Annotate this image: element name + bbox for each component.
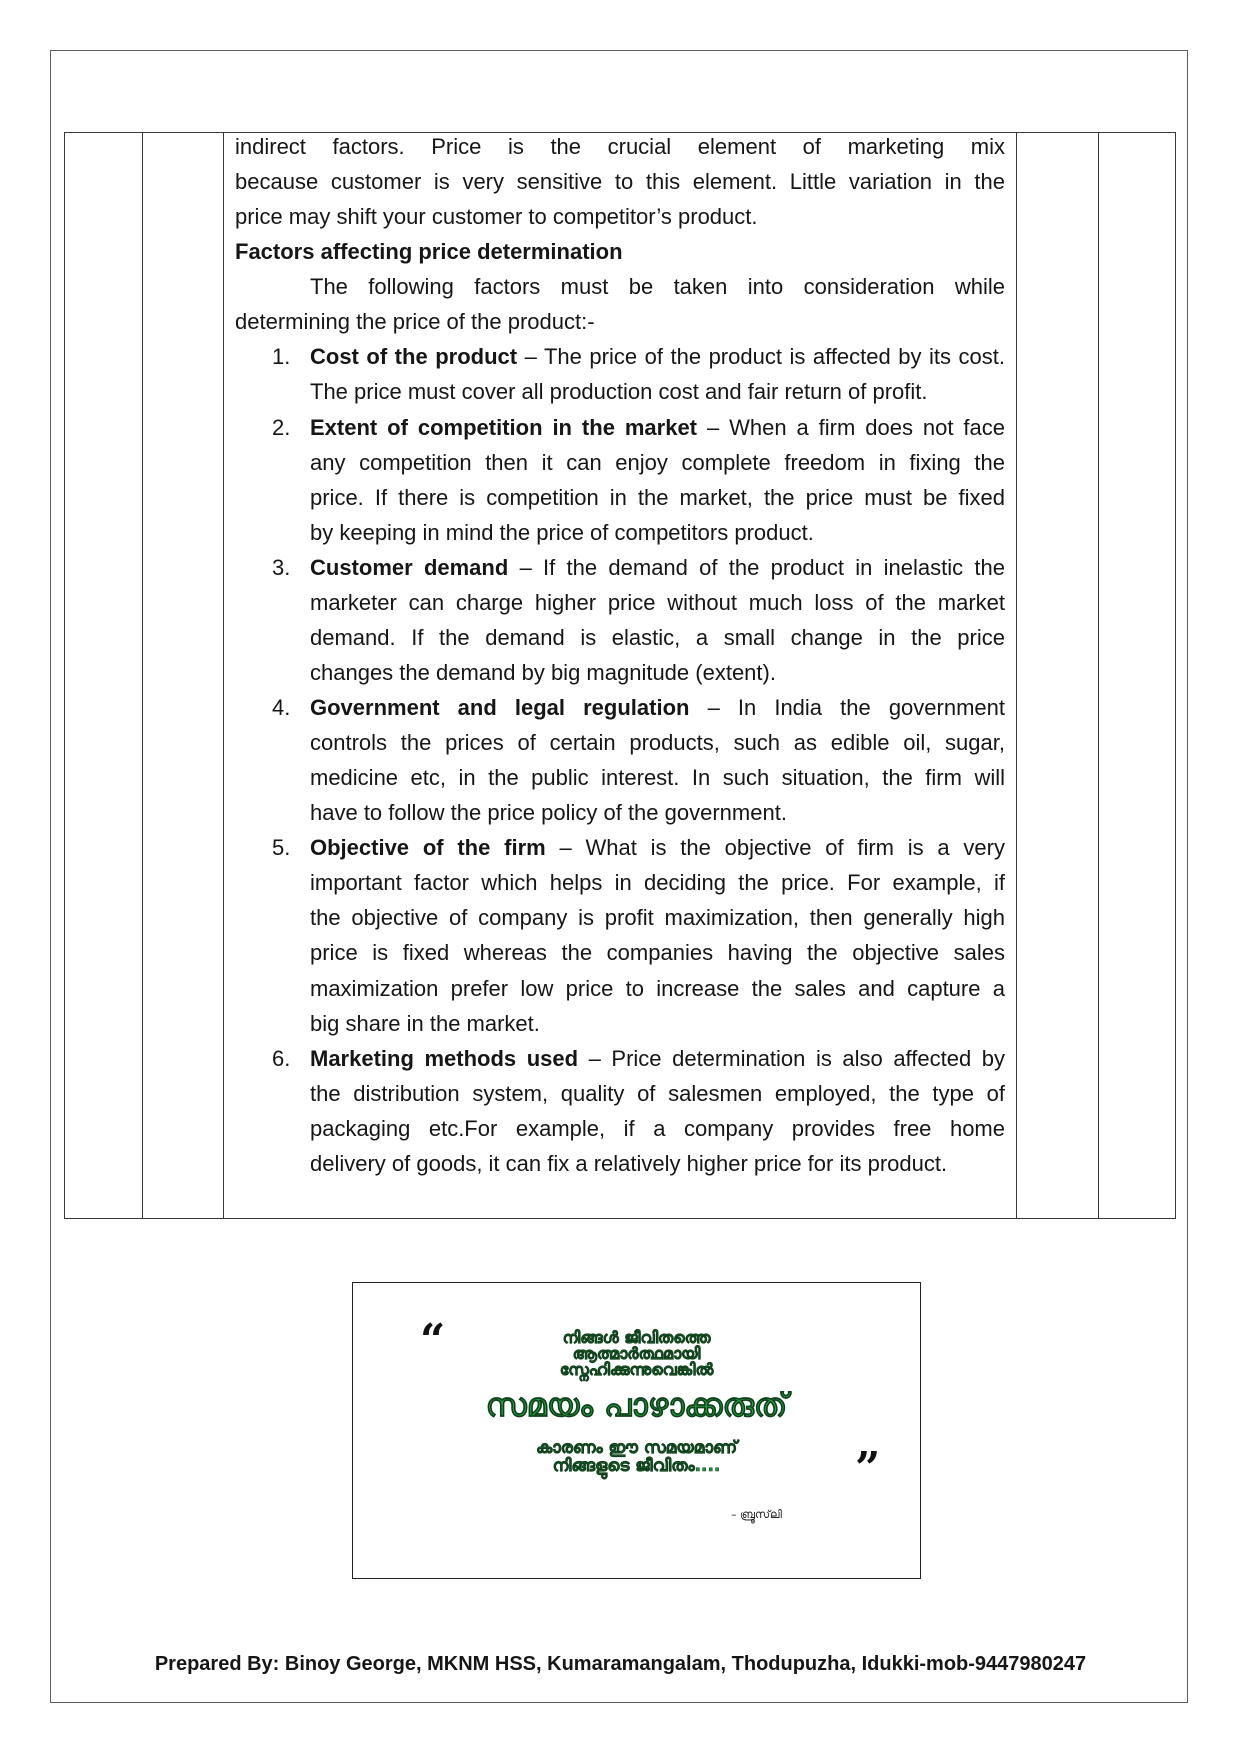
quote-top-lines bbox=[353, 1330, 920, 1378]
factor-number: 1. bbox=[272, 344, 291, 370]
factor-text-line: the distribution system, quality of salesmen employed, the type of bbox=[310, 1080, 1005, 1106]
factors-list bbox=[235, 339, 1005, 1181]
factor-number: 5. bbox=[272, 835, 291, 861]
factor-text-line: have to follow the price policy of the government. bbox=[310, 800, 787, 826]
factor-text-line: changes the demand by big magnitude (extent). bbox=[310, 659, 776, 685]
factor-text-line: big share in the market. bbox=[310, 1010, 540, 1036]
footer-credit: Prepared By: Binoy George, MKNM HSS, Kumaramangalam, Thodupuzha, Idukki-mob-9447980247 bbox=[154, 1653, 1087, 1675]
quote-line: നിങ്ങൾ ജീവിതത്തെ bbox=[562, 1328, 711, 1347]
factor-text: – In India the government bbox=[707, 695, 1005, 720]
factor-item bbox=[235, 339, 1005, 409]
factor-item bbox=[235, 690, 1005, 830]
quote-attribution: – ബ്രൂസ്‌ലി bbox=[731, 1508, 782, 1521]
quote-image bbox=[352, 1282, 921, 1579]
factor-text-line: marketer can charge higher price without much loss of the market bbox=[310, 589, 1005, 615]
factor-text: – If the demand of the product in inelastic the bbox=[519, 554, 1005, 580]
factor-term: Cost of the product bbox=[310, 344, 518, 370]
factor-number: 4. bbox=[272, 695, 291, 720]
factor-text-line: important factor which helps in deciding the price. For example, if bbox=[310, 870, 1005, 896]
factor-first-line bbox=[310, 1041, 1005, 1076]
factor-first-line bbox=[310, 410, 1005, 445]
factor-number: 2. bbox=[272, 414, 291, 440]
open-quote-mark: “ bbox=[420, 1315, 446, 1366]
factor-term: Marketing methods used bbox=[310, 1045, 579, 1071]
factor-text-line: maximization prefer low price to increase the sales and capture a bbox=[310, 975, 1005, 1001]
factor-term: Extent of competition in the market bbox=[310, 414, 698, 440]
close-quote-mark: ” bbox=[855, 1443, 881, 1494]
content-table bbox=[64, 132, 1176, 1219]
quote-bottom-lines bbox=[353, 1439, 920, 1475]
quote-line: നിങ്ങളുടെ ജീവിതം.... bbox=[552, 1456, 721, 1476]
factor-number: 3. bbox=[272, 554, 291, 580]
consideration-paragraph bbox=[235, 269, 1005, 339]
text-line: The following factors must be taken into consideration while bbox=[310, 274, 1005, 300]
factor-first-line bbox=[310, 339, 1005, 374]
table-column-2 bbox=[143, 133, 224, 1218]
factor-text: – Price determination is also affected by bbox=[588, 1045, 1005, 1071]
factor-text-line: medicine etc, in the public interest. In such situation, the firm will bbox=[310, 765, 1005, 791]
quote-line: കാരണം ഈ സമയമാണ് bbox=[535, 1438, 738, 1458]
factor-first-line bbox=[310, 550, 1005, 585]
factor-number: 6. bbox=[272, 1045, 291, 1071]
factor-term: Customer demand bbox=[310, 554, 509, 580]
factor-text: – The price of the product is affected by its cost. bbox=[524, 344, 1005, 370]
text-line: determining the price of the product:- bbox=[235, 309, 595, 335]
factor-text-line: price. If there is competition in the market, the price must be fixed bbox=[310, 484, 1005, 510]
text-line: indirect factors. Price is the crucial element of marketing mix bbox=[235, 134, 1005, 159]
table-column-1 bbox=[65, 133, 143, 1218]
factor-text-line: packaging etc.For example, if a company provides free home bbox=[310, 1115, 1005, 1141]
factor-item bbox=[235, 830, 1005, 1040]
factor-text: – What is the objective of firm is a very bbox=[559, 835, 1005, 861]
factor-text-line: demand. If the demand is elastic, a small change in the price bbox=[310, 624, 1005, 650]
factor-text-line: by keeping in mind the price of competitors product. bbox=[310, 519, 814, 545]
factor-item bbox=[235, 1041, 1005, 1181]
quote-line: ആത്മാർത്ഥമായി bbox=[572, 1344, 701, 1363]
intro-paragraph bbox=[235, 129, 1005, 234]
factor-text-line: The price must cover all production cost and fair return of profit. bbox=[310, 379, 928, 405]
content-cell bbox=[224, 133, 1017, 1218]
factor-term: Objective of the firm bbox=[310, 835, 546, 861]
factor-first-line bbox=[310, 830, 1005, 865]
factor-text: – When a firm does not face bbox=[706, 414, 1005, 440]
factor-first-line bbox=[310, 690, 1005, 725]
quote-line: സ്നേഹിക്കുന്നുവെങ്കിൽ bbox=[559, 1360, 714, 1379]
factor-item bbox=[235, 550, 1005, 690]
cell-text bbox=[235, 129, 1005, 1181]
quote-headline: സമയം പാഴാക്കരുത് bbox=[485, 1386, 788, 1424]
factor-text-line: controls the prices of certain products, such as edible oil, sugar, bbox=[310, 730, 1005, 756]
text-line: price may shift your customer to competitor’s product. bbox=[235, 204, 758, 230]
factor-text-line: delivery of goods, it can fix a relatively higher price for its product. bbox=[310, 1150, 948, 1176]
factor-term: Government and legal regulation bbox=[310, 695, 690, 720]
table-column-4 bbox=[1017, 133, 1099, 1218]
section-heading: Factors affecting price determination bbox=[235, 239, 623, 265]
factor-text-line: the objective of company is profit maximization, then generally high bbox=[310, 905, 1005, 931]
text-line: because customer is very sensitive to this element. Little variation in the bbox=[235, 169, 1005, 195]
factor-item bbox=[235, 410, 1005, 550]
factor-text-line: price is fixed whereas the companies having the objective sales bbox=[310, 940, 1005, 966]
table-column-5 bbox=[1099, 133, 1175, 1218]
factor-text-line: any competition then it can enjoy complete freedom in fixing the bbox=[310, 449, 1005, 475]
